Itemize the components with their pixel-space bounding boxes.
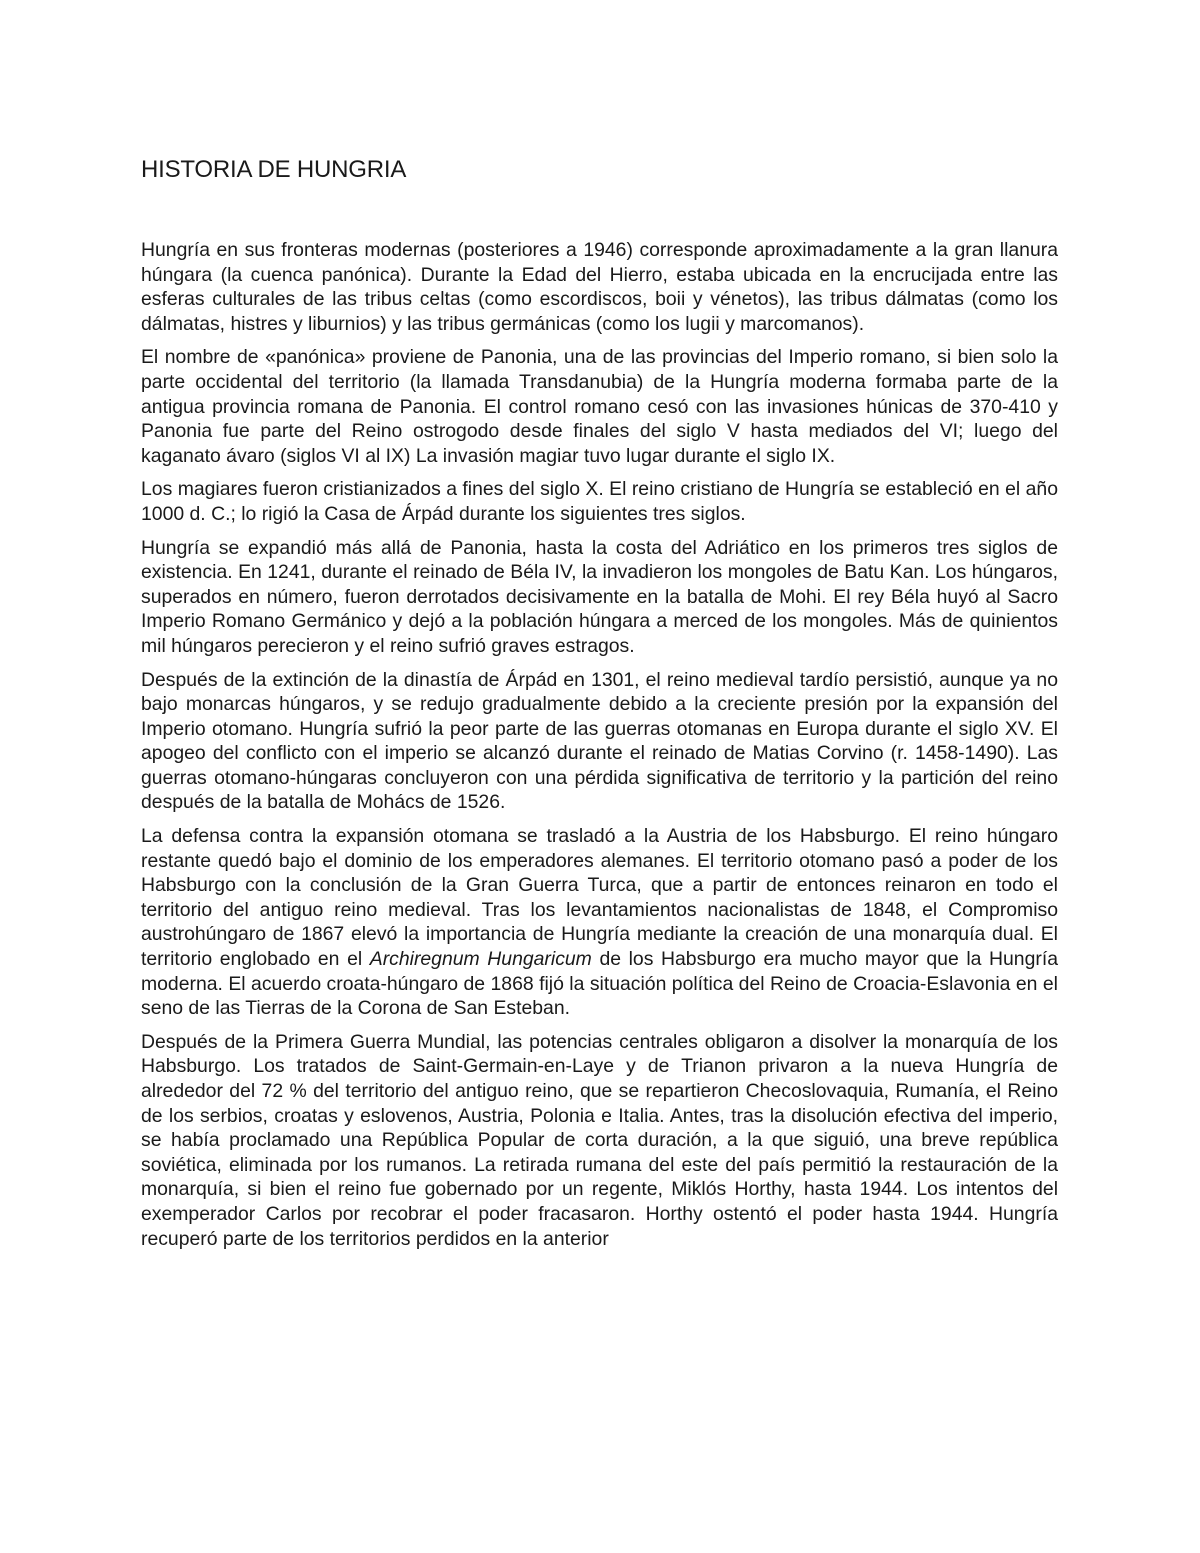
paragraph-habsburg [141,824,1058,1021]
paragraph-habsburg-text-2: de los Habsburgo era mucho mayor que la Hungría moderna. El acuerdo croata-húngaro de 1868 fijó la situación política del Reino de Croacia-Eslavonia en el seno de las Tierras de la Corona de San Esteban. [141,948,1059,1020]
paragraph-habsburg-italic: Archiregnum Hungaricum [369,948,592,971]
paragraph-mongol-invasion: Hungría se expandió más allá de Panonia, hasta la costa del Adriático en los primeros tres siglos de existencia. En 1241, durante el reinado de Béla IV, la invadieron los mongoles de Batu Kan. Los húngaros, superados en número, fueron derrotados decisivamente en la batalla de Mohi. El rey Béla huyó al Sacro Imperio Romano Germánico y dejó a la población húngara a merced de los mongoles. Más de quinientos mil húngaros perecieron y el reino sufrió graves estragos. [141,536,1058,657]
paragraph-christianization: Los magiares fueron cristianizados a fines del siglo X. El reino cristiano de Hungría se estableció en el año 1000 d. C.; lo rigió la Casa de Árpád durante los siguientes tres siglos. [141,478,1058,525]
paragraph-pannonia: El nombre de «panónica» proviene de Panonia, una de las provincias del Imperio romano, si bien solo la parte occidental del territorio (la llamada Transdanubia) de la Hungría moderna formaba parte de la antigua provincia romana de Panonia. El control romano cesó con las invasiones húnicas de 370-410 y Panonia fue parte del Reino ostrogodo desde finales del siglo V hasta mediados del VI; luego del kaganato ávaro (siglos VI al IX) La invasión magiar tuvo lugar durante el siglo IX. [141,346,1058,467]
paragraph-habsburg-text-1: La defensa contra la expansión otomana se trasladó a la Austria de los Habsburgo. El reino húngaro restante quedó bajo el dominio de los emperadores alemanes. El territorio otomano pasó a poder de los Habsburgo con la conclusión de la Gran Guerra Turca, que a partir de entonces reinaron en todo el territorio del antiguo reino medieval. Tras los levantamientos nacionalistas de 1848, el Compromiso austrohúngaro de 1867 elevó la importancia de Hungría mediante la creación de una monarquía dual. El territorio englobado en el [141,825,1058,971]
paragraph-world-war-one: Después de la Primera Guerra Mundial, las potencias centrales obligaron a disolver la monarquía de los Habsburgo. Los tratados de Saint-Germain-en-Laye y de Trianon privaron a la nueva Hungría de alrededor del 72 % del territorio del antiguo reino, que se repartieron Checoslovaquia, Rumanía, el Reino de los serbios, croatas y eslovenos, Austria, Polonia e Italia. Antes, tras la disolución efectiva del imperio, se había proclamado una República Popular de corta duración, a la que siguió, una breve república soviética, eliminada por los rumanos. La retirada rumana del este del país permitió la restauración de la monarquía, si bien el reino fue gobernado por un regente, Miklós Horthy, hasta 1944. Los intentos del exemperador Carlos por recobrar el poder fracasaron. Horthy ostentó el poder hasta 1944. Hungría recuperó parte de los territorios perdidos en la anterior [141,1030,1058,1250]
document-title: HISTORIA DE HUNGRIA [141,156,407,183]
paragraph-ottoman-wars: Después de la extinción de la dinastía de Árpád en 1301, el reino medieval tardío persistió, aunque ya no bajo monarcas húngaros, y se redujo gradualmente debido a la creciente presión por la expansión del Imperio otomano. Hungría sufrió la peor parte de las guerras otomanas en Europa durante el siglo XV. El apogeo del conflicto con el imperio se alcanzó durante el reinado de Matias Corvino (r. 1458-1490). Las guerras otomano-húngaras concluyeron con una pérdida significativa de territorio y la partición del reino después de la batalla de Mohács de 1526. [141,668,1058,814]
document-page [141,150,1058,1260]
paragraph-geography: Hungría en sus fronteras modernas (posteriores a 1946) corresponde aproximadamente a la gran llanura húngara (la cuenca panónica). Durante la Edad del Hierro, estaba ubicada en la encrucijada entre las esferas culturales de las tribus celtas (como escordiscos, boii y vénetos), las tribus dálmatas (como los dálmatas, histres y liburnios) y las tribus germánicas (como los lugii y marcomanos). [141,239,1058,335]
